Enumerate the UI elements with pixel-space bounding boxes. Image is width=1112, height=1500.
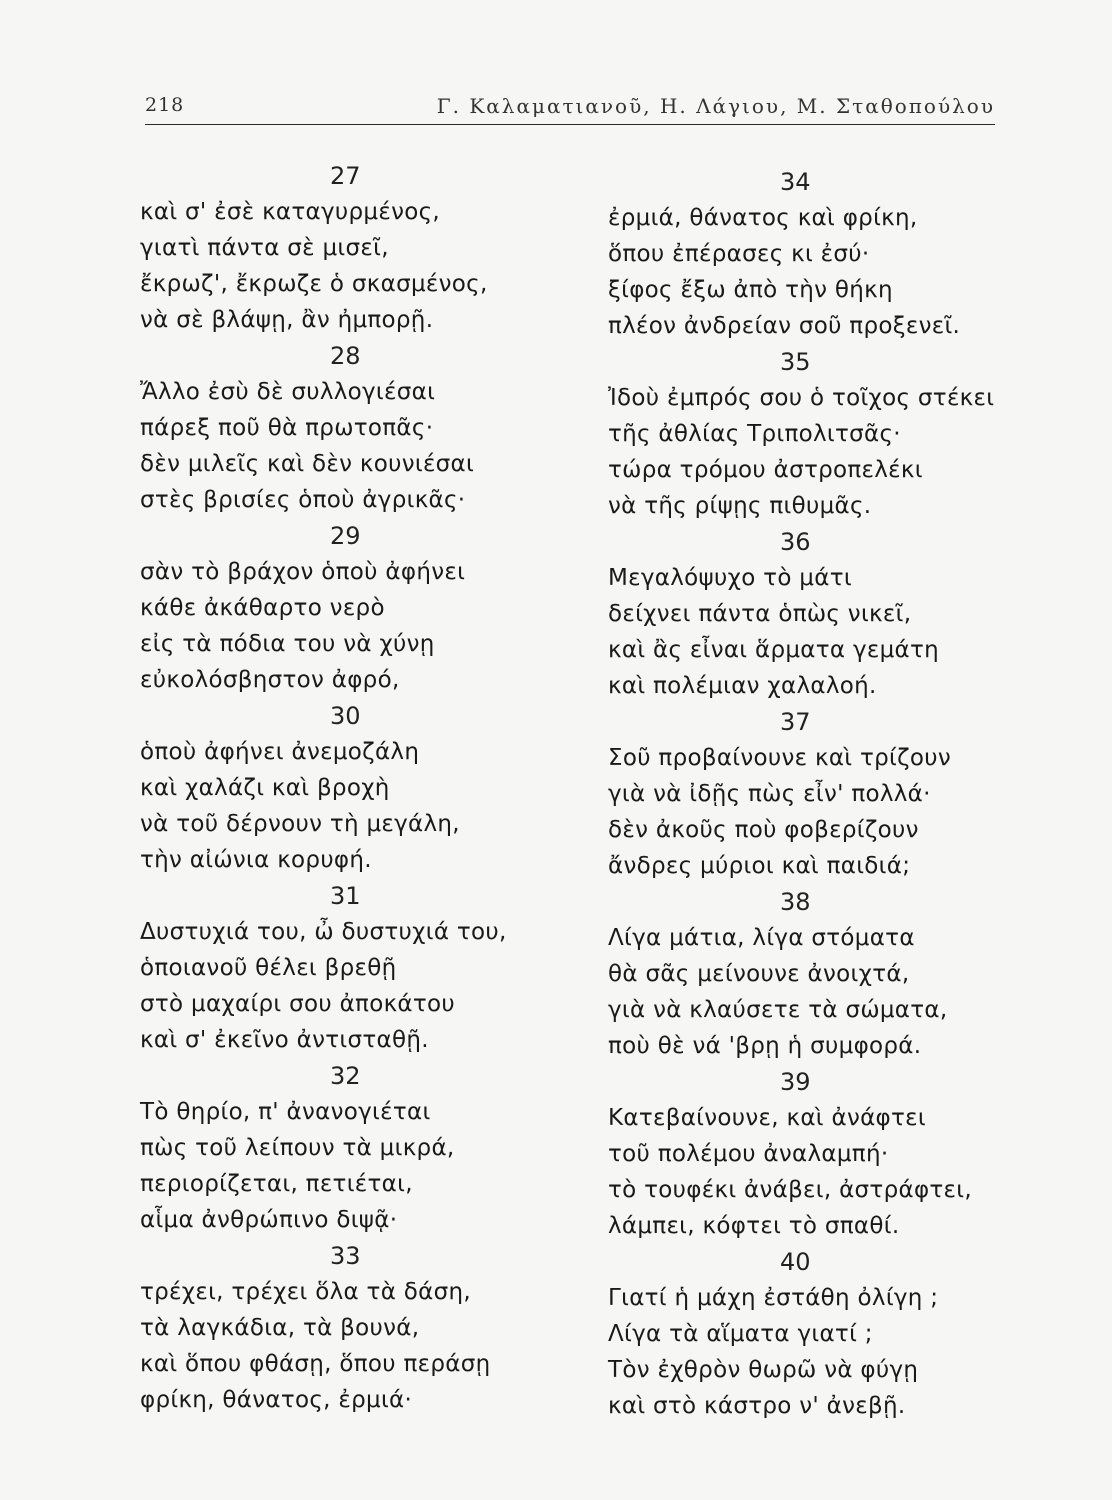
- stanza: [608, 344, 1038, 524]
- stanza-number: 33: [330, 1242, 361, 1270]
- verse-line: Μεγαλόψυχο τὸ μάτι: [608, 565, 852, 591]
- verse-line: γιὰ νὰ ἰδῇς πὼς εἶν' πολλά·: [608, 781, 931, 807]
- verse-line: ὁποὺ ἀφήνει ἀνεμοζάλη: [140, 739, 420, 765]
- stanza: [140, 698, 570, 878]
- verse-line: περιορίζεται, πετιέται,: [140, 1171, 413, 1197]
- verse-line: τὴν αἰώνια κορυφή.: [140, 847, 372, 873]
- right-column: [608, 164, 1038, 1424]
- verse-line: τρέχει, τρέχει ὅλα τὰ δάση,: [140, 1279, 471, 1305]
- verse-line: ἄνδρες μύριοι καὶ παιδιά;: [608, 853, 911, 879]
- verse-line: αἷμα ἀνθρώπινο διψᾷ·: [140, 1207, 398, 1233]
- stanza: [140, 878, 570, 1058]
- stanza-number: 34: [780, 168, 811, 196]
- verse-line: στὸ μαχαίρι σου ἀποκάτου: [140, 991, 456, 1017]
- stanza: [608, 884, 1038, 1064]
- stanza: [608, 164, 1038, 344]
- stanza-number: 39: [780, 1068, 811, 1096]
- verse-line: Τὸ θηρίο, π' ἀνανογιέται: [140, 1099, 431, 1125]
- verse-line: τῆς ἀθλίας Τριπολιτσᾶς·: [608, 421, 901, 447]
- page-header: [145, 88, 995, 125]
- stanza-number: 36: [780, 528, 811, 556]
- verse-line: στὲς βρισίες ὁποὺ ἀγρικᾶς·: [140, 487, 466, 513]
- verse-line: ξίφος ἔξω ἀπὸ τὴν θήκη: [608, 277, 893, 303]
- verse-line: τὸ τουφέκι ἀνάβει, ἀστράφτει,: [608, 1177, 972, 1203]
- verse-line: φρίκη, θάνατος, ἐρμιά·: [140, 1387, 413, 1413]
- verse-line: θὰ σᾶς μείνουνε ἀνοιχτά,: [608, 961, 910, 987]
- stanza-number: 27: [330, 162, 361, 190]
- stanza-number: 29: [330, 522, 361, 550]
- verse-line: καὶ στὸ κάστρο ν' ἀνεβῇ.: [608, 1393, 906, 1419]
- stanza-number: 28: [330, 342, 361, 370]
- stanza: [140, 518, 570, 698]
- verse-line: δὲν μιλεῖς καὶ δὲν κουνιέσαι: [140, 451, 475, 477]
- verse-line: λάμπει, κόφτει τὸ σπαθί.: [608, 1213, 900, 1239]
- verse-line: πάρεξ ποῦ θὰ πρωτοπᾶς·: [140, 415, 434, 441]
- verse-line: δὲν ἀκοῦς ποὺ φοβερίζουν: [608, 817, 919, 843]
- verse-line: κάθε ἀκάθαρτο νερὸ: [140, 595, 385, 621]
- verse-line: ὅπου ἐπέρασες κι ἐσύ·: [608, 241, 870, 267]
- verse-line: δείχνει πάντα ὁπὼς νικεῖ,: [608, 601, 912, 627]
- verse-line: πὼς τοῦ λείπουν τὰ μικρά,: [140, 1135, 455, 1161]
- verse-line: καὶ σ' ἐκεῖνο ἀντισταθῇ.: [140, 1027, 429, 1053]
- verse-line: ἐρμιά, θάνατος καὶ φρίκη,: [608, 205, 918, 231]
- verse-line: ὁποιανοῦ θέλει βρεθῇ: [140, 955, 397, 981]
- stanza: [608, 704, 1038, 884]
- verse-line: καὶ χαλάζι καὶ βροχὴ: [140, 775, 390, 801]
- verse-line: γιὰ νὰ κλαύσετε τὰ σώματα,: [608, 997, 948, 1023]
- verse-line: εὐκολόσβηστον ἀφρό,: [140, 667, 400, 693]
- verse-line: ποὺ θὲ νά 'βρῃ ἡ συμφορά.: [608, 1033, 922, 1059]
- verse-line: πλέον ἀνδρείαν σοῦ προξενεῖ.: [608, 313, 961, 339]
- verse-line: Ἰδοὺ ἐμπρός σου ὁ τοῖχος στέκει: [608, 385, 995, 411]
- verse-line: καὶ ὅπου φθάσῃ, ὅπου περάσῃ: [140, 1351, 491, 1377]
- verse-line: νὰ τοῦ δέρνουν τὴ μεγάλη,: [140, 811, 460, 837]
- verse-line: Κατεβαίνουνε, καὶ ἀνάφτει: [608, 1105, 926, 1131]
- stanza: [140, 338, 570, 518]
- stanza: [140, 158, 570, 338]
- stanza-number: 31: [330, 882, 361, 910]
- verse-line: γιατὶ πάντα σὲ μισεῖ,: [140, 235, 389, 261]
- verse-line: Λίγα τὰ αἵματα γιατί ;: [608, 1321, 873, 1347]
- running-head: Γ. Καλαματιανοῦ, Η. Λάγιου, Μ. Σταθοπούλου: [436, 94, 995, 118]
- stanza: [608, 1244, 1038, 1424]
- verse-line: τώρα τρόμου ἀστροπελέκι: [608, 457, 923, 483]
- verse-line: τὰ λαγκάδια, τὰ βουνά,: [140, 1315, 420, 1341]
- verse-line: καὶ σ' ἐσὲ καταγυρμένος,: [140, 199, 441, 225]
- verse-line: νὰ τῆς ρίψῃς πιθυμᾶς.: [608, 493, 872, 519]
- verse-line: καὶ πολέμιαν χαλαλοή.: [608, 673, 877, 699]
- stanza-number: 37: [780, 708, 811, 736]
- verse-line: καὶ ἂς εἶναι ἅρματα γεμάτη: [608, 637, 940, 663]
- verse-line: Λίγα μάτια, λίγα στόματα: [608, 925, 915, 951]
- stanza: [140, 1058, 570, 1238]
- left-column: [140, 158, 570, 1418]
- verse-line: τοῦ πολέμου ἀναλαμπή·: [608, 1141, 889, 1167]
- verse-line: ἔκρωζ', ἔκρωζε ὁ σκασμένος,: [140, 271, 488, 297]
- stanza-number: 40: [780, 1248, 811, 1276]
- verse-line: νὰ σὲ βλάψῃ, ἂν ἠμπορῇ.: [140, 307, 434, 333]
- page-number: 218: [145, 94, 185, 116]
- verse-line: Γιατί ἡ μάχη ἐστάθη ὀλίγη ;: [608, 1285, 939, 1311]
- verse-line: Τὸν ἐχθρὸν θωρῶ νὰ φύγῃ: [608, 1357, 919, 1383]
- stanza-number: 38: [780, 888, 811, 916]
- verse-line: εἰς τὰ πόδια του νὰ χύνῃ: [140, 631, 435, 657]
- verse-line: Ἄλλο ἐσὺ δὲ συλλογιέσαι: [140, 379, 436, 405]
- verse-line: Δυστυχιά του, ὦ δυστυχιά του,: [140, 919, 507, 945]
- stanza-number: 32: [330, 1062, 361, 1090]
- stanza-number: 35: [780, 348, 811, 376]
- verse-line: σὰν τὸ βράχον ὁποὺ ἀφήνει: [140, 559, 466, 585]
- stanza-number: 30: [330, 702, 361, 730]
- stanza: [608, 1064, 1038, 1244]
- stanza: [608, 524, 1038, 704]
- verse-line: Σοῦ προβαίνουνε καὶ τρίζουν: [608, 745, 952, 771]
- stanza: [140, 1238, 570, 1418]
